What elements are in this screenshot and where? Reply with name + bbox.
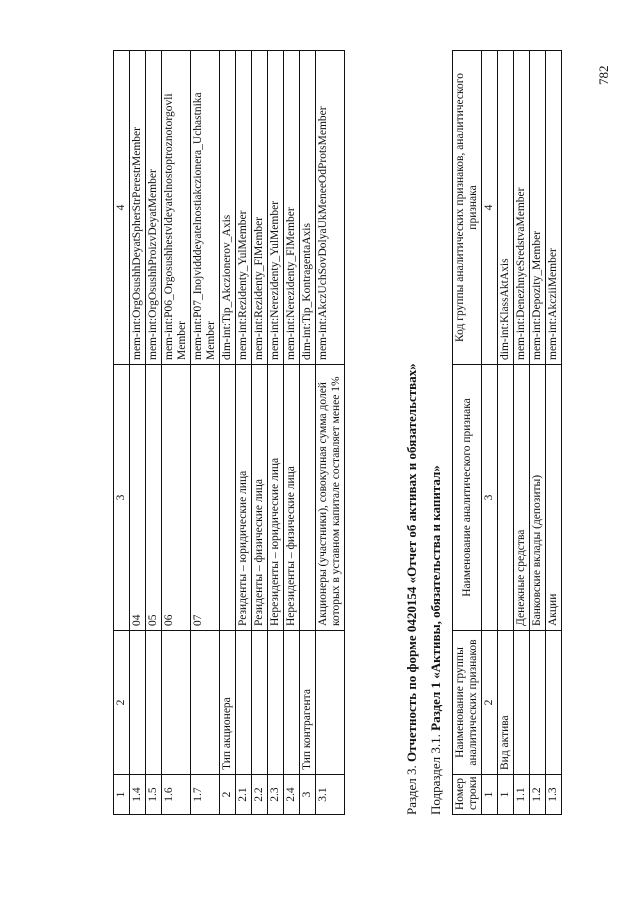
table-row xyxy=(191,51,220,815)
feature-code-cell: mem-int:Rezidenty_YulMember xyxy=(236,51,252,365)
feature-code-cell: mem-int:Nerezidenty_FlMember xyxy=(284,51,300,365)
table-row xyxy=(162,51,191,815)
feature-code-cell: dim-int:Tip_Akczionerov_Axis xyxy=(220,51,236,365)
table-row xyxy=(130,51,146,815)
analytic-features-table-continued xyxy=(113,50,345,815)
group-name-cell xyxy=(268,631,284,775)
row-number-cell: 2 xyxy=(220,775,236,815)
group-name-cell xyxy=(236,631,252,775)
feature-name-cell: 06 xyxy=(162,365,191,631)
row-number-cell: 3.1 xyxy=(316,775,345,815)
column-heading: Код группы аналитических признаков, аналитического признака xyxy=(453,51,482,365)
row-number-cell: 1.7 xyxy=(191,775,220,815)
column-number-cell: 4 xyxy=(482,51,498,365)
feature-code-cell: mem-int:DenezhnyeSredstvaMember xyxy=(514,51,530,365)
group-name-cell xyxy=(252,631,268,775)
table-row xyxy=(514,51,530,815)
analytic-features-table xyxy=(452,50,562,815)
feature-code-cell: mem-int:P06_Orgosushhestvldeyatelnostoptroznotorgovli Member xyxy=(162,51,191,365)
subsection-title-prefix: Подраздел 3.1. xyxy=(428,734,443,815)
feature-name-cell xyxy=(220,365,236,631)
group-name-cell: Тип акционера xyxy=(220,631,236,775)
table-row xyxy=(300,51,316,815)
table-row xyxy=(220,51,236,815)
feature-name-cell xyxy=(498,365,514,631)
row-number-cell: 2.1 xyxy=(236,775,252,815)
group-name-cell xyxy=(130,631,146,775)
column-number-cell: 4 xyxy=(114,51,130,365)
group-name-cell xyxy=(546,631,562,775)
feature-name-cell: Акции xyxy=(546,365,562,631)
feature-code-cell: mem-int:OrgOsushhProizvDeyatMember xyxy=(146,51,162,365)
table-row xyxy=(498,51,514,815)
group-name-cell xyxy=(530,631,546,775)
group-name-cell xyxy=(284,631,300,775)
column-number-cell: 1 xyxy=(482,775,498,815)
feature-code-cell: mem-int:AkczUchSovDolyaUkMeneeOdProtsMember xyxy=(316,51,345,365)
column-number-cell: 2 xyxy=(114,631,130,775)
feature-name-cell: Нерезиденты – физические лица xyxy=(284,365,300,631)
subsection-title xyxy=(428,465,444,815)
feature-name-cell: Банковские вклады (депозиты) xyxy=(530,365,546,631)
row-number-cell: 3 xyxy=(300,775,316,815)
section-title-prefix: Раздел 3. xyxy=(404,765,419,815)
feature-name-cell: Нерезиденты – юридические лица xyxy=(268,365,284,631)
row-number-cell: 1.2 xyxy=(530,775,546,815)
section-title-bold: Отчетность по форме 0420154 «Отчет об активах и обязательствах» xyxy=(404,363,419,762)
feature-name-cell: 04 xyxy=(130,365,146,631)
table-column-headings-row xyxy=(453,51,482,815)
feature-code-cell: mem-int:Nerezidenty_YulMember xyxy=(268,51,284,365)
table-row xyxy=(284,51,300,815)
row-number-cell: 2.3 xyxy=(268,775,284,815)
feature-name-cell: 05 xyxy=(146,365,162,631)
group-name-cell xyxy=(162,631,191,775)
table-row xyxy=(530,51,546,815)
table-header-row xyxy=(114,51,130,815)
table-header-row xyxy=(482,51,498,815)
group-name-cell xyxy=(146,631,162,775)
table-row xyxy=(268,51,284,815)
table-row xyxy=(146,51,162,815)
group-name-cell xyxy=(316,631,345,775)
feature-code-cell: mem-int:AkcziiMember xyxy=(546,51,562,365)
feature-code-cell: mem-int:Depozity_Member xyxy=(530,51,546,365)
row-number-cell: 2.2 xyxy=(252,775,268,815)
column-number-cell: 3 xyxy=(482,365,498,631)
feature-name-cell: 07 xyxy=(191,365,220,631)
feature-name-cell: Акционеры (участники), совокупная сумма долей которых в уставном капитале составляет менее 1% xyxy=(316,365,345,631)
row-number-cell: 1.6 xyxy=(162,775,191,815)
feature-code-cell: mem-int:OrgOsushhDeyatSpherStrPerestrMember xyxy=(130,51,146,365)
table-row xyxy=(546,51,562,815)
table-row xyxy=(316,51,345,815)
feature-code-cell: dim-int:Tip_KontragentaAxis xyxy=(300,51,316,365)
group-name-cell: Вид актива xyxy=(498,631,514,775)
row-number-cell: 1.1 xyxy=(514,775,530,815)
column-number-cell: 2 xyxy=(482,631,498,775)
group-name-cell xyxy=(514,631,530,775)
column-heading: Наименование группы аналитических признаков xyxy=(453,631,482,775)
section-title xyxy=(404,363,420,815)
feature-code-cell: mem-int:P07_Inojvidddeyatelnostiakczionera_Uchastnika Member xyxy=(191,51,220,365)
feature-name-cell: Резиденты – физические лица xyxy=(252,365,268,631)
feature-code-cell: dim-int:KlassAktAxis xyxy=(498,51,514,365)
row-number-cell: 1.3 xyxy=(546,775,562,815)
group-name-cell xyxy=(191,631,220,775)
feature-name-cell: Денежные средства xyxy=(514,365,530,631)
row-number-cell: 1 xyxy=(498,775,514,815)
column-heading: Наименование аналитического признака xyxy=(453,365,482,631)
feature-code-cell: mem-int:Rezidenty_FlMember xyxy=(252,51,268,365)
feature-name-cell: Резиденты – юридические лица xyxy=(236,365,252,631)
row-number-cell: 1.5 xyxy=(146,775,162,815)
column-number-cell: 3 xyxy=(114,365,130,631)
column-number-cell: 1 xyxy=(114,775,130,815)
row-number-cell: 2.4 xyxy=(284,775,300,815)
table-row xyxy=(252,51,268,815)
row-number-cell: 1.4 xyxy=(130,775,146,815)
subsection-title-bold: Раздел 1 «Активы, обязательства и капитал» xyxy=(428,465,443,731)
feature-name-cell xyxy=(300,365,316,631)
group-name-cell: Тип контрагента xyxy=(300,631,316,775)
table-row xyxy=(236,51,252,815)
column-heading: Номер строки xyxy=(453,775,482,815)
page-number: 782 xyxy=(596,65,611,85)
